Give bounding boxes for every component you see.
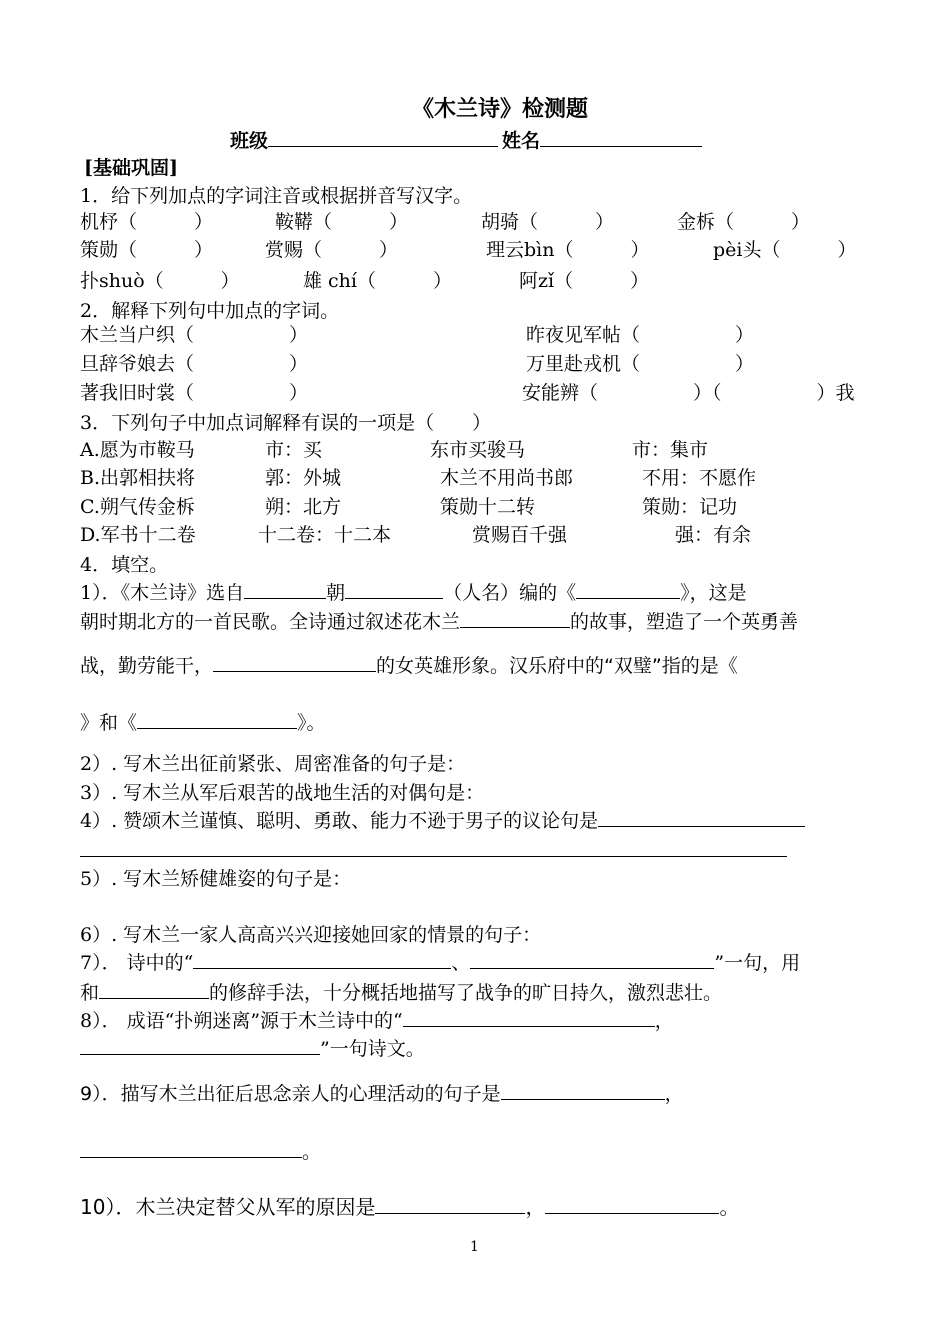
class-field[interactable] xyxy=(230,128,498,154)
q3-option-c-gloss: 朔：北方 xyxy=(265,496,342,518)
q4-s1-line1: 1）．《木兰诗》选自 朝 （人名）编的《 》，这是 xyxy=(80,582,747,604)
class-label: 班级 xyxy=(230,130,269,152)
q3-option-a-sentence: 东市买骏马 xyxy=(430,439,526,461)
q1-item[interactable]: 策勋（ ） xyxy=(80,239,214,261)
q3-option-d-gloss2: 强：有余 xyxy=(675,524,752,546)
blank[interactable] xyxy=(501,1081,665,1100)
blank[interactable] xyxy=(244,580,326,599)
name-field[interactable] xyxy=(502,128,702,154)
q1-item[interactable]: 胡骑（ ） xyxy=(481,211,615,233)
q1-item[interactable]: 赏赐（ ） xyxy=(265,239,399,261)
blank[interactable] xyxy=(345,580,443,599)
q4-s1-line3: 战，勤劳能干， 的女英雄形象。汉乐府中的“双璧”指的是《 xyxy=(80,655,738,677)
q4-s7-line1: 7）． 诗中的“ 、 ”一句，用 xyxy=(80,952,801,974)
q4-s10: 10）．木兰决定替父从军的原因是 ， 。 xyxy=(80,1195,740,1219)
q2-item[interactable]: 著我旧时裳（ ） xyxy=(80,382,309,404)
blank[interactable] xyxy=(598,808,805,827)
page-title: 《木兰诗》检测题 xyxy=(412,97,589,122)
q1-item[interactable]: 金柝（ ） xyxy=(677,211,811,233)
q2-item[interactable]: 安能辨（ ）（ ）我 xyxy=(522,382,855,404)
q4-s6: 6）. 写木兰一家人高高兴兴迎接她回家的情景的句子： xyxy=(80,924,542,946)
blank[interactable] xyxy=(137,710,297,729)
q4-s4: 4）. 赞颂木兰谨慎、聪明、勇敢、能力不逊于男子的议论句是 xyxy=(80,808,805,834)
q1-item[interactable]: 理云bìn（ ） xyxy=(486,239,650,261)
q4-prompt: 4．填空。 xyxy=(80,554,169,576)
q1-prompt: 1．给下列加点的字词注音或根据拼音写汉字。 xyxy=(80,185,473,207)
q4-s1-line2: 朝时期北方的一首民歌。全诗通过叙述花木兰 的故事，塑造了一个英勇善 xyxy=(80,611,799,633)
blank[interactable] xyxy=(193,950,451,969)
blank[interactable] xyxy=(576,580,680,599)
q4-s7-line2: 和 的修辞手法，十分概括地描写了战争的旷日持久，激烈悲壮。 xyxy=(80,982,723,1004)
q3-option-c-label[interactable]: C.朔气传金柝 xyxy=(80,496,195,518)
q4-s5: 5）. 写木兰矫健雄姿的句子是： xyxy=(80,868,352,890)
blank[interactable] xyxy=(80,1139,302,1158)
q2-item[interactable]: 昨夜见军帖（ ） xyxy=(526,324,755,346)
q4-s3: 3）. 写木兰从军后艰苦的战地生活的对偶句是： xyxy=(80,782,485,804)
q3-prompt: 3．下列句子中加点词解释有误的一项是（ ） xyxy=(80,412,492,434)
q3-option-d-label[interactable]: D.军书十二卷 xyxy=(80,524,196,546)
q1-item[interactable]: 扑shuò（ ） xyxy=(80,270,240,292)
q3-option-a-gloss: 市：买 xyxy=(265,439,323,461)
q2-item[interactable]: 万里赴戎机（ ） xyxy=(526,353,755,375)
q3-option-b-gloss2: 不用：不愿作 xyxy=(642,467,757,489)
q1-item[interactable]: 鞍鞯（ ） xyxy=(275,211,409,233)
blank[interactable] xyxy=(99,980,209,999)
blank[interactable] xyxy=(375,1195,525,1214)
q3-option-b-sentence: 木兰不用尚书郎 xyxy=(440,467,574,489)
blank[interactable] xyxy=(403,1008,655,1027)
q3-option-c-gloss2: 策勋：记功 xyxy=(642,496,738,518)
q2-item[interactable]: 旦辞爷娘去（ ） xyxy=(80,353,309,375)
q3-option-b-label[interactable]: B.出郭相扶将 xyxy=(80,467,196,489)
q1-item[interactable]: pèi头（ ） xyxy=(713,239,857,261)
blank[interactable] xyxy=(213,653,376,672)
blank[interactable] xyxy=(80,1036,320,1055)
q3-option-c-sentence: 策勋十二转 xyxy=(440,496,536,518)
page-number: 1 xyxy=(470,1239,479,1255)
q3-option-d-sentence: 赏赐百千强 xyxy=(472,524,568,546)
q1-item[interactable]: 阿zǐ（ ） xyxy=(519,270,650,292)
section-heading: [基础巩固] xyxy=(84,157,178,179)
blank[interactable] xyxy=(470,950,714,969)
q2-item[interactable]: 木兰当户织（ ） xyxy=(80,324,309,346)
answer-line[interactable] xyxy=(80,856,787,857)
q3-option-a-label[interactable]: A.愿为市鞍马 xyxy=(80,439,195,461)
q3-option-d-gloss: 十二卷：十二本 xyxy=(258,524,392,546)
blank[interactable] xyxy=(460,609,570,628)
q3-option-b-gloss: 郭：外城 xyxy=(265,467,342,489)
q4-s9-line1: 9）．描写木兰出征后思念亲人的心理活动的句子是 ， xyxy=(80,1083,684,1105)
blank[interactable] xyxy=(545,1195,719,1214)
q1-item[interactable]: 机杼（ ） xyxy=(80,211,214,233)
name-label: 姓名 xyxy=(502,130,541,152)
q4-s1-line4: 》和《 》。 xyxy=(80,712,326,734)
q4-s8-line1: 8）． 成语“扑朔迷离”源于木兰诗中的“ ， xyxy=(80,1010,674,1032)
q2-prompt: 2．解释下列句中加点的字词。 xyxy=(80,300,340,322)
q4-s2: 2）. 写木兰出征前紧张、周密准备的句子是： xyxy=(80,753,466,775)
q1-item[interactable]: 雄 chí（ ） xyxy=(303,270,452,292)
q4-s9-line2: 。 xyxy=(80,1139,321,1165)
q4-s8-line2: ”一句诗文。 xyxy=(80,1036,425,1062)
q3-option-a-gloss2: 市：集市 xyxy=(632,439,709,461)
